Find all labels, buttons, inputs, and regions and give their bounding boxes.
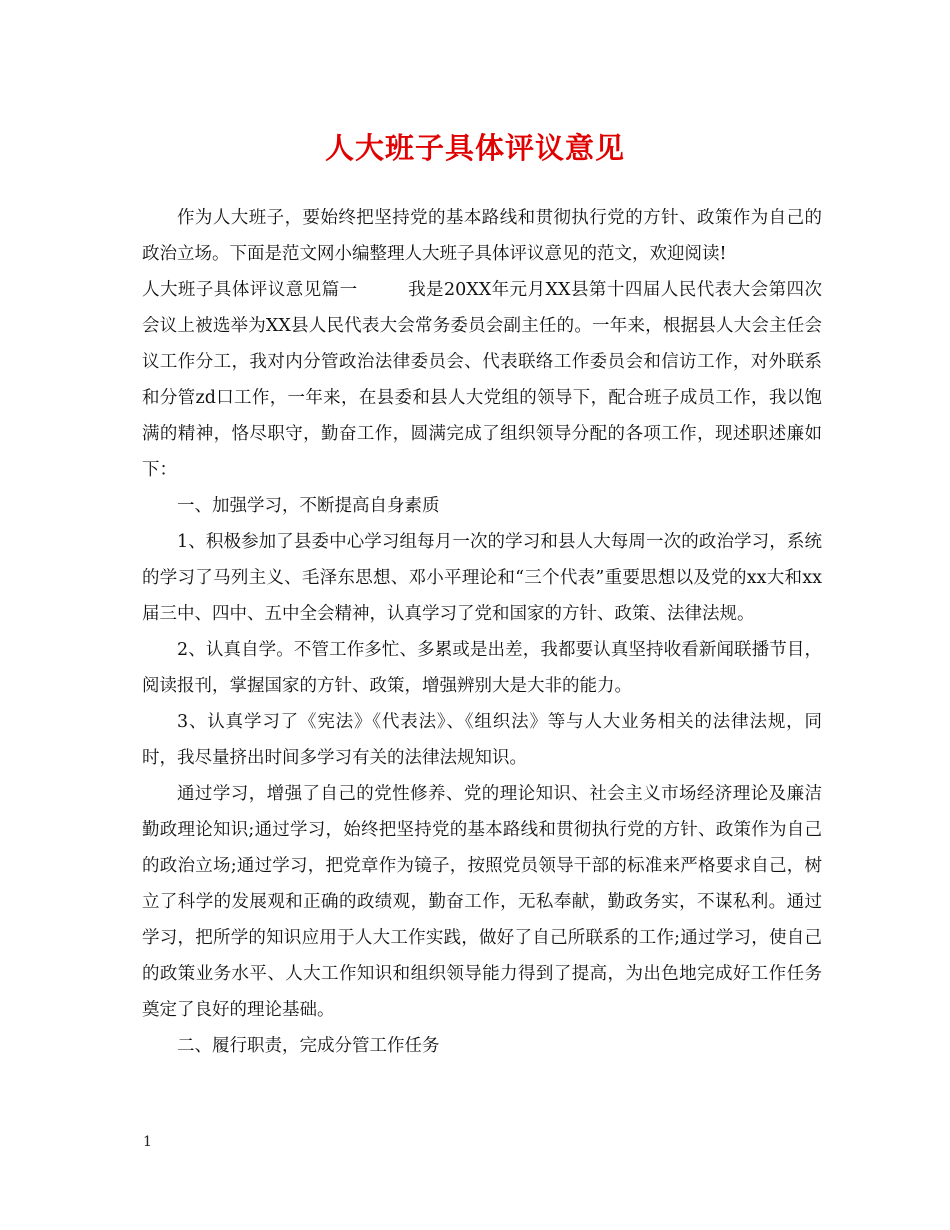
item-2-paragraph: 2、认真自学。不管工作多忙、多累或是出差，我都要认真坚持收看新闻联播节目，阅读报刊，掌握国家的方针、政策，增强辨别大是大非的能力。 [142, 640, 822, 696]
part-one-paragraph [142, 272, 822, 488]
intro-paragraph: 作为人大班子，要始终把坚持党的基本路线和贯彻执行党的方针、政策作为自己的政治立场。下面是范文网小编整理人大班子具体评议意见的范文，欢迎阅读! [142, 208, 822, 264]
summary-paragraph: 通过学习，增强了自己的党性修养、党的理论知识、社会主义市场经济理论及廉洁勤政理论知识;通过学习，始终把坚持党的基本路线和贯彻执行党的方针、政策作为自己的政治立场;通过学习，把党章作为镜子，按照党员领导干部的标准来严格要求自己，树立了科学的发展观和正确的政绩观，勤奋工作，无私奉献，勤政务实，不谋私利。通过学习，把所学的知识应用于人大工作实践，做好了自己所联系的工作;通过学习，使自己的政策业务水平、人大工作知识和组织领导能力得到了提高，为出色地完成好工作任务奠定了良好的理论基础。 [142, 784, 822, 1020]
section-two-heading: 二、履行职责，完成分管工作任务 [177, 1036, 440, 1056]
section-one-heading: 一、加强学习，不断提高自身素质 [177, 496, 440, 516]
item-3-paragraph: 3、认真学习了《宪法》《代表法》、《组织法》等与人大业务相关的法律法规，同时，我尽量挤出时间多学习有关的法律法规知识。 [142, 712, 822, 768]
page-number: 1 [143, 1134, 152, 1150]
part-one-heading: 人大班子具体评议意见篇一 [142, 280, 358, 300]
document-body [142, 200, 822, 1064]
part-one-text: 我是20XX年元月XX县第十四届人民代表大会第四次会议上被选举为XX县人民代表大会常务委员会副主任的。一年来，根据县人大会主任会议工作分工，我对内分管政治法律委员会、代表联络工作委员会和信访工作，对外联系和分管zd口工作，一年来，在县委和县人大党组的领导下，配合班子成员工作，我以饱满的精神，恪尽职守，勤奋工作，圆满完成了组织领导分配的各项工作，现述职述廉如下： [142, 280, 823, 480]
item-1-paragraph: 1、积极参加了县委中心学习组每月一次的学习和县人大每周一次的政治学习，系统的学习了马列主义、毛泽东思想、邓小平理论和“三个代表”重要思想以及党的xx大和xx届三中、四中、五中全会精神，认真学习了党和国家的方针、政策、法律法规。 [142, 532, 822, 624]
document-title: 人大班子具体评议意见 [324, 131, 625, 165]
